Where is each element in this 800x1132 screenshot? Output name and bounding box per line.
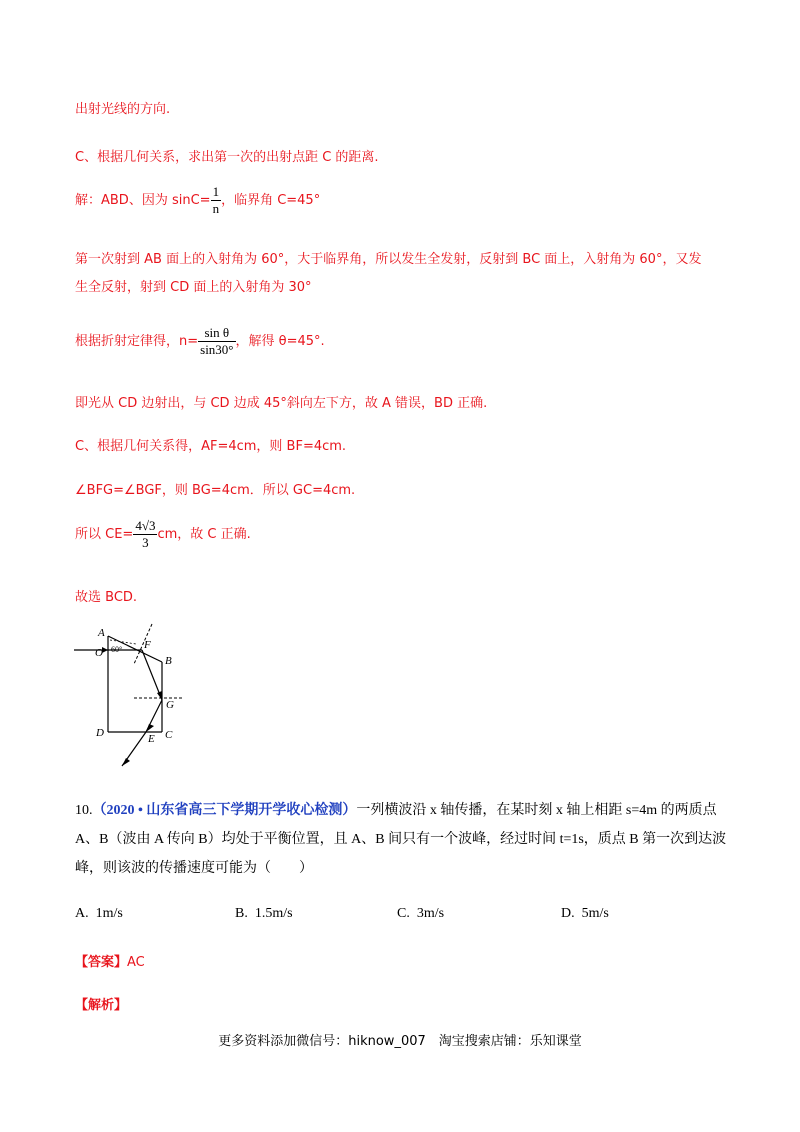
fraction-numerator: sin θ — [198, 325, 235, 342]
answer-label: 【答案】 — [75, 955, 128, 970]
fraction-denominator: n — [212, 201, 220, 216]
solution-line-5 — [75, 325, 325, 358]
solution-line-6: 即光从 CD 边射出，与 CD 边成 45°斜向左下方，故 A 错误，BD 正确. — [75, 396, 488, 411]
prism-diagram — [70, 620, 190, 770]
question-source: （2020 • 山东省高三下学期开学收心检测） — [92, 803, 357, 818]
fraction-denominator: 3 — [142, 535, 149, 550]
fraction-one-over-n — [211, 184, 222, 217]
refraction-result: ，解得 θ=45°. — [235, 334, 325, 349]
solution-line-7: C、根据几何关系得，AF=4cm，则 BF=4cm. — [75, 439, 347, 454]
answer-value: AC — [127, 955, 145, 970]
ce-prefix: 所以 CE= — [75, 527, 134, 542]
label-d: D — [96, 727, 104, 739]
fraction-sin-ratio — [198, 325, 235, 358]
page-footer: 更多资料添加微信号：hiknow_007 淘宝搜索店铺：乐知课堂 — [218, 1034, 582, 1049]
question-number: 10. — [75, 803, 93, 818]
answer-line — [75, 951, 145, 970]
label-f: F — [144, 639, 151, 651]
refraction-prefix: 根据折射定律得，n= — [75, 334, 199, 349]
option-a: A. 1m/s — [75, 906, 123, 921]
solution-line-8: ∠BFG=∠BGF，则 BG=4cm．所以 GC=4cm. — [75, 483, 356, 498]
question-text-b: A、B（波由 A 传向 B）均处于平衡位置，且 A、B 间只有一个波峰，经过时间 t=1s，质点 B 第一次到达波 — [75, 832, 727, 847]
solution-line-3 — [75, 184, 320, 217]
label-b: B — [165, 655, 172, 667]
fraction-ce — [133, 518, 157, 551]
question-text-a: 一列横波沿 x 轴传播，在某时刻 x 轴上相距 s=4m 的两质点 — [356, 803, 717, 818]
label-g: G — [166, 699, 174, 711]
solution-line-4 — [75, 246, 735, 302]
option-b: B. 1.5m/s — [235, 906, 293, 921]
fraction-denominator: sin30° — [200, 342, 234, 357]
option-d: D. 5m/s — [561, 906, 609, 921]
solution-line-1: 出射光线的方向. — [75, 102, 171, 117]
question-text-c: 峰，则该波的传播速度可能为（ ） — [75, 861, 313, 876]
critical-angle-text: ，临界角 C=45° — [221, 193, 321, 208]
fraction-numerator: 1 — [212, 184, 220, 199]
label-angle: 60° — [111, 645, 123, 654]
sinc-prefix: 解：ABD、因为 sinC= — [75, 193, 211, 208]
ce-result: cm，故 C 正确. — [157, 527, 251, 542]
option-c: C. 3m/s — [397, 906, 445, 921]
label-e: E — [148, 733, 155, 745]
question-line-1 — [75, 796, 735, 825]
fraction-numerator: 4√3 — [135, 518, 156, 533]
solution-line-10: 故选 BCD. — [75, 590, 138, 605]
solution-line-4a: 第一次射到 AB 面上的入射角为 60°，大于临界角，所以发生全发射，反射到 BC 面上，入射角为 60°，又发 — [75, 252, 702, 267]
analysis-label: 【解析】 — [75, 998, 128, 1013]
label-a: A — [98, 627, 105, 639]
solution-line-4b: 生全反射，射到 CD 面上的入射角为 30° — [75, 280, 312, 295]
label-c: C — [165, 729, 173, 741]
solution-line-9 — [75, 518, 251, 551]
solution-line-2: C、根据几何关系，求出第一次的出射点距 C 的距离. — [75, 150, 379, 165]
label-o: O — [95, 647, 103, 659]
question-10 — [75, 796, 735, 883]
